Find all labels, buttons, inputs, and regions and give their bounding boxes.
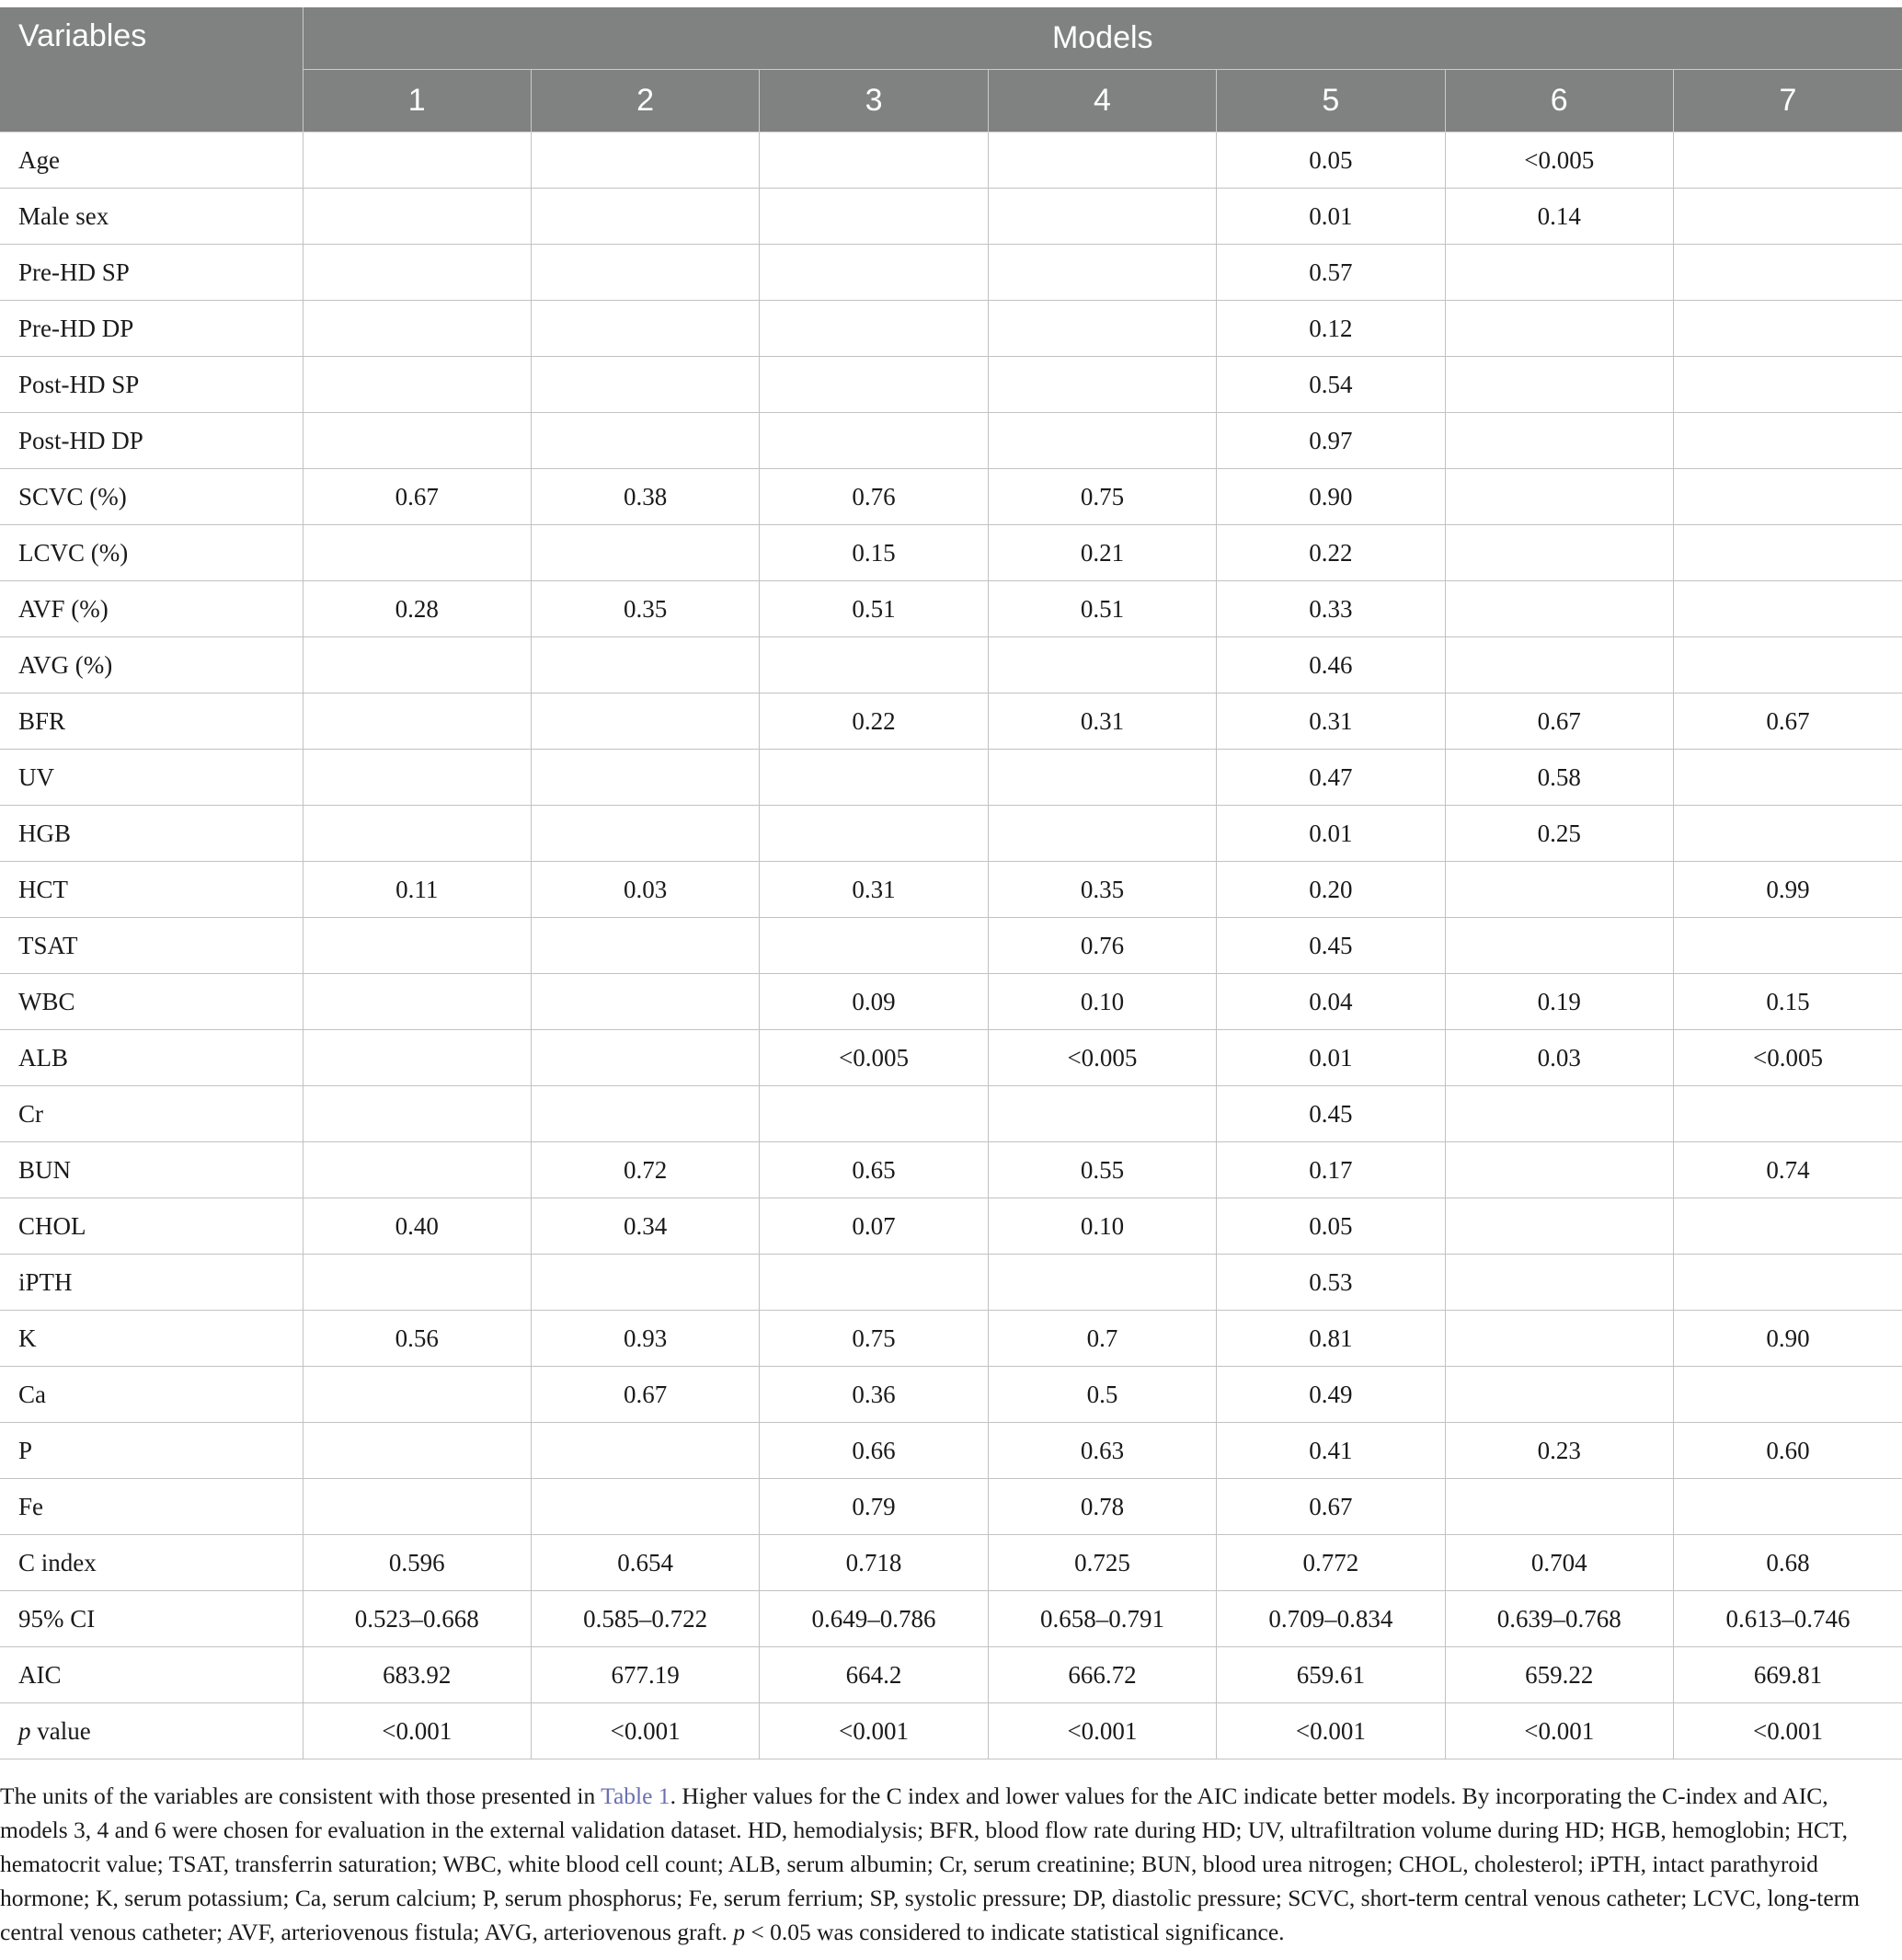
table-cell: 0.718 [760,1535,988,1591]
table-cell [1445,1479,1673,1535]
table-cell [1445,1086,1673,1142]
table-cell: 0.09 [760,974,988,1030]
models-header: Models [303,7,1902,70]
table-cell: <0.005 [1673,1030,1902,1086]
table-cell: 0.15 [1673,974,1902,1030]
table-cell [1673,918,1902,974]
table-cell: 0.01 [1217,1030,1445,1086]
table-cell: 683.92 [303,1647,531,1703]
row-label: BFR [0,693,303,750]
table-row [0,1479,1902,1535]
table-cell [531,1255,759,1311]
table-cell: 0.79 [760,1479,988,1535]
table-cell: 669.81 [1673,1647,1902,1703]
table-cell [1673,1255,1902,1311]
row-label: AIC [0,1647,303,1703]
table-row [0,189,1902,245]
table-cell: <0.005 [760,1030,988,1086]
table-footnote [0,1779,1884,1949]
table-cell: <0.001 [1217,1703,1445,1759]
table-cell [531,132,759,189]
table-cell [303,693,531,750]
table-cell [988,637,1216,693]
table-cell: 0.55 [988,1142,1216,1198]
table-cell [303,1030,531,1086]
table-cell [531,693,759,750]
table-row [0,581,1902,637]
table-row [0,806,1902,862]
table-cell [1673,245,1902,301]
table-cell [531,1086,759,1142]
row-label: Pre-HD SP [0,245,303,301]
model-number-header: 3 [760,70,988,132]
table-cell: 0.33 [1217,581,1445,637]
table-cell [531,806,759,862]
table-cell [760,806,988,862]
table-cell [1673,637,1902,693]
row-label: LCVC (%) [0,525,303,581]
table-cell [1445,357,1673,413]
table-row [0,1703,1902,1759]
table-row [0,1142,1902,1198]
table-cell: 0.12 [1217,301,1445,357]
table-cell [1673,806,1902,862]
table-cell: 0.46 [1217,637,1445,693]
table-cell [531,974,759,1030]
table-cell: <0.001 [1673,1703,1902,1759]
table-row [0,1311,1902,1367]
table-cell: 0.31 [760,862,988,918]
table-cell [1445,581,1673,637]
row-label: Cr [0,1086,303,1142]
table-cell [303,806,531,862]
table-cell [760,301,988,357]
row-label: 95% CI [0,1591,303,1647]
table-cell [1673,750,1902,806]
table-row [0,1647,1902,1703]
table-cell: 0.47 [1217,750,1445,806]
table-cell: 664.2 [760,1647,988,1703]
table-cell: 0.34 [531,1198,759,1255]
table-cell: 0.654 [531,1535,759,1591]
table-cell: 0.93 [531,1311,759,1367]
table-cell: 659.22 [1445,1647,1673,1703]
table-cell: 0.25 [1445,806,1673,862]
table-cell [1673,525,1902,581]
table-cell [531,413,759,469]
row-label: Pre-HD DP [0,301,303,357]
table-cell: <0.005 [988,1030,1216,1086]
table-row [0,974,1902,1030]
table-cell: 0.7 [988,1311,1216,1367]
table-cell [1673,469,1902,525]
row-label: BUN [0,1142,303,1198]
table-cell: 0.40 [303,1198,531,1255]
table-row [0,245,1902,301]
table-cell [303,974,531,1030]
table-cell [1445,1367,1673,1423]
table-cell [303,525,531,581]
table-cell [988,301,1216,357]
table-row [0,1367,1902,1423]
table-cell [760,245,988,301]
table-cell [303,750,531,806]
table-cell: 0.67 [531,1367,759,1423]
table-cell [303,918,531,974]
table-cell [531,357,759,413]
table-cell [1673,357,1902,413]
table-row [0,301,1902,357]
row-label [0,1703,303,1759]
table-cell: 0.99 [1673,862,1902,918]
table-cell: 0.649–0.786 [760,1591,988,1647]
table-cell: 0.31 [988,693,1216,750]
table-cell: 0.90 [1217,469,1445,525]
row-label: Ca [0,1367,303,1423]
table-cell: 0.22 [760,693,988,750]
row-label: CHOL [0,1198,303,1255]
table-cell: 0.78 [988,1479,1216,1535]
table-cell: 0.05 [1217,132,1445,189]
table-cell: 0.14 [1445,189,1673,245]
table-row [0,132,1902,189]
table-cell: 0.704 [1445,1535,1673,1591]
table-cell [760,918,988,974]
table-cell [760,750,988,806]
table-cell [760,132,988,189]
table-cell [303,1255,531,1311]
table-cell [760,357,988,413]
table-cell: 0.51 [760,581,988,637]
table-cell: 0.35 [988,862,1216,918]
table-cell: <0.005 [1445,132,1673,189]
footnote-text-2: . Higher values for the C index and lower values for the AIC indicate better models. By incorporating the C-index and AIC, models 3, 4 and 6 were chosen for evaluation in the external validation dataset. HD, hemodialysis; BFR, blood flow rate during HD; UV, ultrafiltration volume during HD; HGB, hemoglobin; HCT, hematocrit value; TSAT, transferrin saturation; WBC, white blood cell count; ALB, serum albumin; Cr, serum creatinine; BUN, blood urea nitrogen; CHOL, cholesterol; iPTH, intact parathyroid hormone; K, serum potassium; Ca, serum calcium; P, serum phosphorus; Fe, serum ferrium; SP, systolic pressure; DP, diastolic pressure; SCVC, short-term central venous catheter; LCVC, long-term central venous catheter; AVF, arteriovenous fistula; AVG, arteriovenous graft. [0,1782,1860,1945]
row-label: C index [0,1535,303,1591]
table-cell [531,1479,759,1535]
table-row [0,1255,1902,1311]
row-label: SCVC (%) [0,469,303,525]
table-cell: 0.639–0.768 [1445,1591,1673,1647]
table-cell [988,132,1216,189]
table-cell: 0.15 [760,525,988,581]
table-cell: 0.63 [988,1423,1216,1479]
table-cell: 666.72 [988,1647,1216,1703]
table-cell [303,413,531,469]
row-label: Fe [0,1479,303,1535]
table-cell [1445,301,1673,357]
table-cell: 0.772 [1217,1535,1445,1591]
table-cell: 0.90 [1673,1311,1902,1367]
footnote-text-1: The units of the variables are consistent with those presented in [0,1782,602,1809]
table-cell: 0.75 [760,1311,988,1367]
table-cell: <0.001 [303,1703,531,1759]
table-cell [1673,1198,1902,1255]
table-cell: <0.001 [760,1703,988,1759]
table-cell [531,750,759,806]
row-label: P [0,1423,303,1479]
table-cell: 0.03 [531,862,759,918]
table-cell: 0.76 [760,469,988,525]
table-row [0,862,1902,918]
table-cell: 0.51 [988,581,1216,637]
table-cell [531,245,759,301]
table-cell: 0.03 [1445,1030,1673,1086]
table-cell: 0.31 [1217,693,1445,750]
table-body [0,132,1902,1759]
table-cell: 0.35 [531,581,759,637]
footnote-text-3: < 0.05 was considered to indicate statistical significance. [744,1919,1285,1945]
table-row [0,693,1902,750]
table-cell: 0.11 [303,862,531,918]
table-cell: 0.01 [1217,189,1445,245]
table-cell [303,1142,531,1198]
model-number-header: 2 [531,70,759,132]
table-cell: 0.5 [988,1367,1216,1423]
row-label: TSAT [0,918,303,974]
table-cell: 0.74 [1673,1142,1902,1198]
table-cell: 0.57 [1217,245,1445,301]
table-cell: 0.41 [1217,1423,1445,1479]
row-label: Post-HD SP [0,357,303,413]
row-label: HGB [0,806,303,862]
table-cell [988,357,1216,413]
table-cell [760,1086,988,1142]
table-cell: 0.23 [1445,1423,1673,1479]
model-number-header: 1 [303,70,531,132]
table-cell [1445,918,1673,974]
table-cell [531,1423,759,1479]
table-cell: 0.20 [1217,862,1445,918]
table-cell [1445,1311,1673,1367]
table-cell: 0.38 [531,469,759,525]
table-cell: 0.54 [1217,357,1445,413]
table-row [0,1423,1902,1479]
table-cell [1673,413,1902,469]
table-cell: 0.67 [1217,1479,1445,1535]
header-row-models [0,7,1902,70]
table-cell: 0.67 [1673,693,1902,750]
table-cell: 0.01 [1217,806,1445,862]
table-cell: 0.07 [760,1198,988,1255]
table-cell [1445,525,1673,581]
table-cell [303,132,531,189]
table-cell: 0.28 [303,581,531,637]
table-cell: 0.04 [1217,974,1445,1030]
table-cell: 0.72 [531,1142,759,1198]
table-row [0,1535,1902,1591]
row-label: Post-HD DP [0,413,303,469]
table-1-link[interactable]: Table 1 [601,1782,670,1809]
table-cell: 0.10 [988,1198,1216,1255]
table-cell [988,1255,1216,1311]
table-cell [1673,132,1902,189]
table-cell: 0.523–0.668 [303,1591,531,1647]
table-cell [988,189,1216,245]
table-cell [988,413,1216,469]
table-row [0,918,1902,974]
table-cell: 0.65 [760,1142,988,1198]
table-row [0,750,1902,806]
table-cell [1445,469,1673,525]
table-row [0,1198,1902,1255]
table-row [0,637,1902,693]
table-cell: 0.56 [303,1311,531,1367]
table-cell [1445,862,1673,918]
table-cell: 0.17 [1217,1142,1445,1198]
table-cell: 0.658–0.791 [988,1591,1216,1647]
table-row [0,1591,1902,1647]
table-cell [303,1086,531,1142]
table-cell: 0.585–0.722 [531,1591,759,1647]
table-cell: 0.613–0.746 [1673,1591,1902,1647]
row-label: UV [0,750,303,806]
row-label: HCT [0,862,303,918]
table-cell: 0.81 [1217,1311,1445,1367]
table-row [0,413,1902,469]
table-cell [760,1255,988,1311]
table-cell [760,413,988,469]
model-number-header: 4 [988,70,1216,132]
table-cell [1445,245,1673,301]
table-cell: 0.58 [1445,750,1673,806]
table-cell [988,806,1216,862]
row-label: AVG (%) [0,637,303,693]
model-number-header: 6 [1445,70,1673,132]
table-cell: 0.19 [1445,974,1673,1030]
table-cell [988,750,1216,806]
row-label-italic: p [18,1716,31,1745]
table-cell: 0.67 [1445,693,1673,750]
table-cell: <0.001 [988,1703,1216,1759]
table-row [0,1086,1902,1142]
table-cell: 0.49 [1217,1367,1445,1423]
table-cell: 0.45 [1217,918,1445,974]
table-cell [531,637,759,693]
table-cell: <0.001 [531,1703,759,1759]
table-cell: 0.97 [1217,413,1445,469]
table-cell [303,245,531,301]
table-cell: 0.596 [303,1535,531,1591]
table-cell [303,1479,531,1535]
table-header [0,7,1902,132]
table-cell: 677.19 [531,1647,759,1703]
table-cell [1445,1198,1673,1255]
table-cell [760,189,988,245]
table-cell [1673,301,1902,357]
table-cell: 0.45 [1217,1086,1445,1142]
row-label: Male sex [0,189,303,245]
table-cell [303,301,531,357]
table-cell: 0.725 [988,1535,1216,1591]
table-cell [531,525,759,581]
table-cell [1445,1142,1673,1198]
row-label: Age [0,132,303,189]
table-cell: 0.67 [303,469,531,525]
row-label: WBC [0,974,303,1030]
table-cell: 0.60 [1673,1423,1902,1479]
table-cell [531,189,759,245]
row-label: ALB [0,1030,303,1086]
table-cell: 659.61 [1217,1647,1445,1703]
footnote-p-italic: p [733,1919,745,1945]
table-cell [1673,1479,1902,1535]
table-cell [1445,1255,1673,1311]
model-number-header: 5 [1217,70,1445,132]
table-cell: <0.001 [1445,1703,1673,1759]
row-label: iPTH [0,1255,303,1311]
table-cell: 0.75 [988,469,1216,525]
table-row [0,525,1902,581]
table-cell [303,1367,531,1423]
table-row [0,357,1902,413]
table-cell: 0.05 [1217,1198,1445,1255]
table-cell: 0.53 [1217,1255,1445,1311]
table-cell [1673,1086,1902,1142]
table-cell [303,357,531,413]
table-cell: 0.68 [1673,1535,1902,1591]
table-cell [1673,189,1902,245]
table-cell [1673,581,1902,637]
table-cell [303,189,531,245]
table-cell: 0.709–0.834 [1217,1591,1445,1647]
table-cell [303,637,531,693]
variables-header: Variables [0,7,303,132]
models-table [0,7,1902,1759]
table-row [0,1030,1902,1086]
table-row [0,469,1902,525]
table-cell [1445,413,1673,469]
table-cell [988,245,1216,301]
row-label-rest: value [30,1716,91,1745]
table-cell: 0.21 [988,525,1216,581]
model-number-header: 7 [1673,70,1902,132]
table-cell [531,918,759,974]
table-cell [988,1086,1216,1142]
table-cell [303,1423,531,1479]
table-cell [1445,637,1673,693]
table-cell: 0.36 [760,1367,988,1423]
table-cell [1673,1367,1902,1423]
table-cell [531,301,759,357]
table-cell: 0.22 [1217,525,1445,581]
table-cell: 0.66 [760,1423,988,1479]
row-label: K [0,1311,303,1367]
table-cell: 0.76 [988,918,1216,974]
table-cell: 0.10 [988,974,1216,1030]
row-label: AVF (%) [0,581,303,637]
table-cell [760,637,988,693]
table-cell [531,1030,759,1086]
